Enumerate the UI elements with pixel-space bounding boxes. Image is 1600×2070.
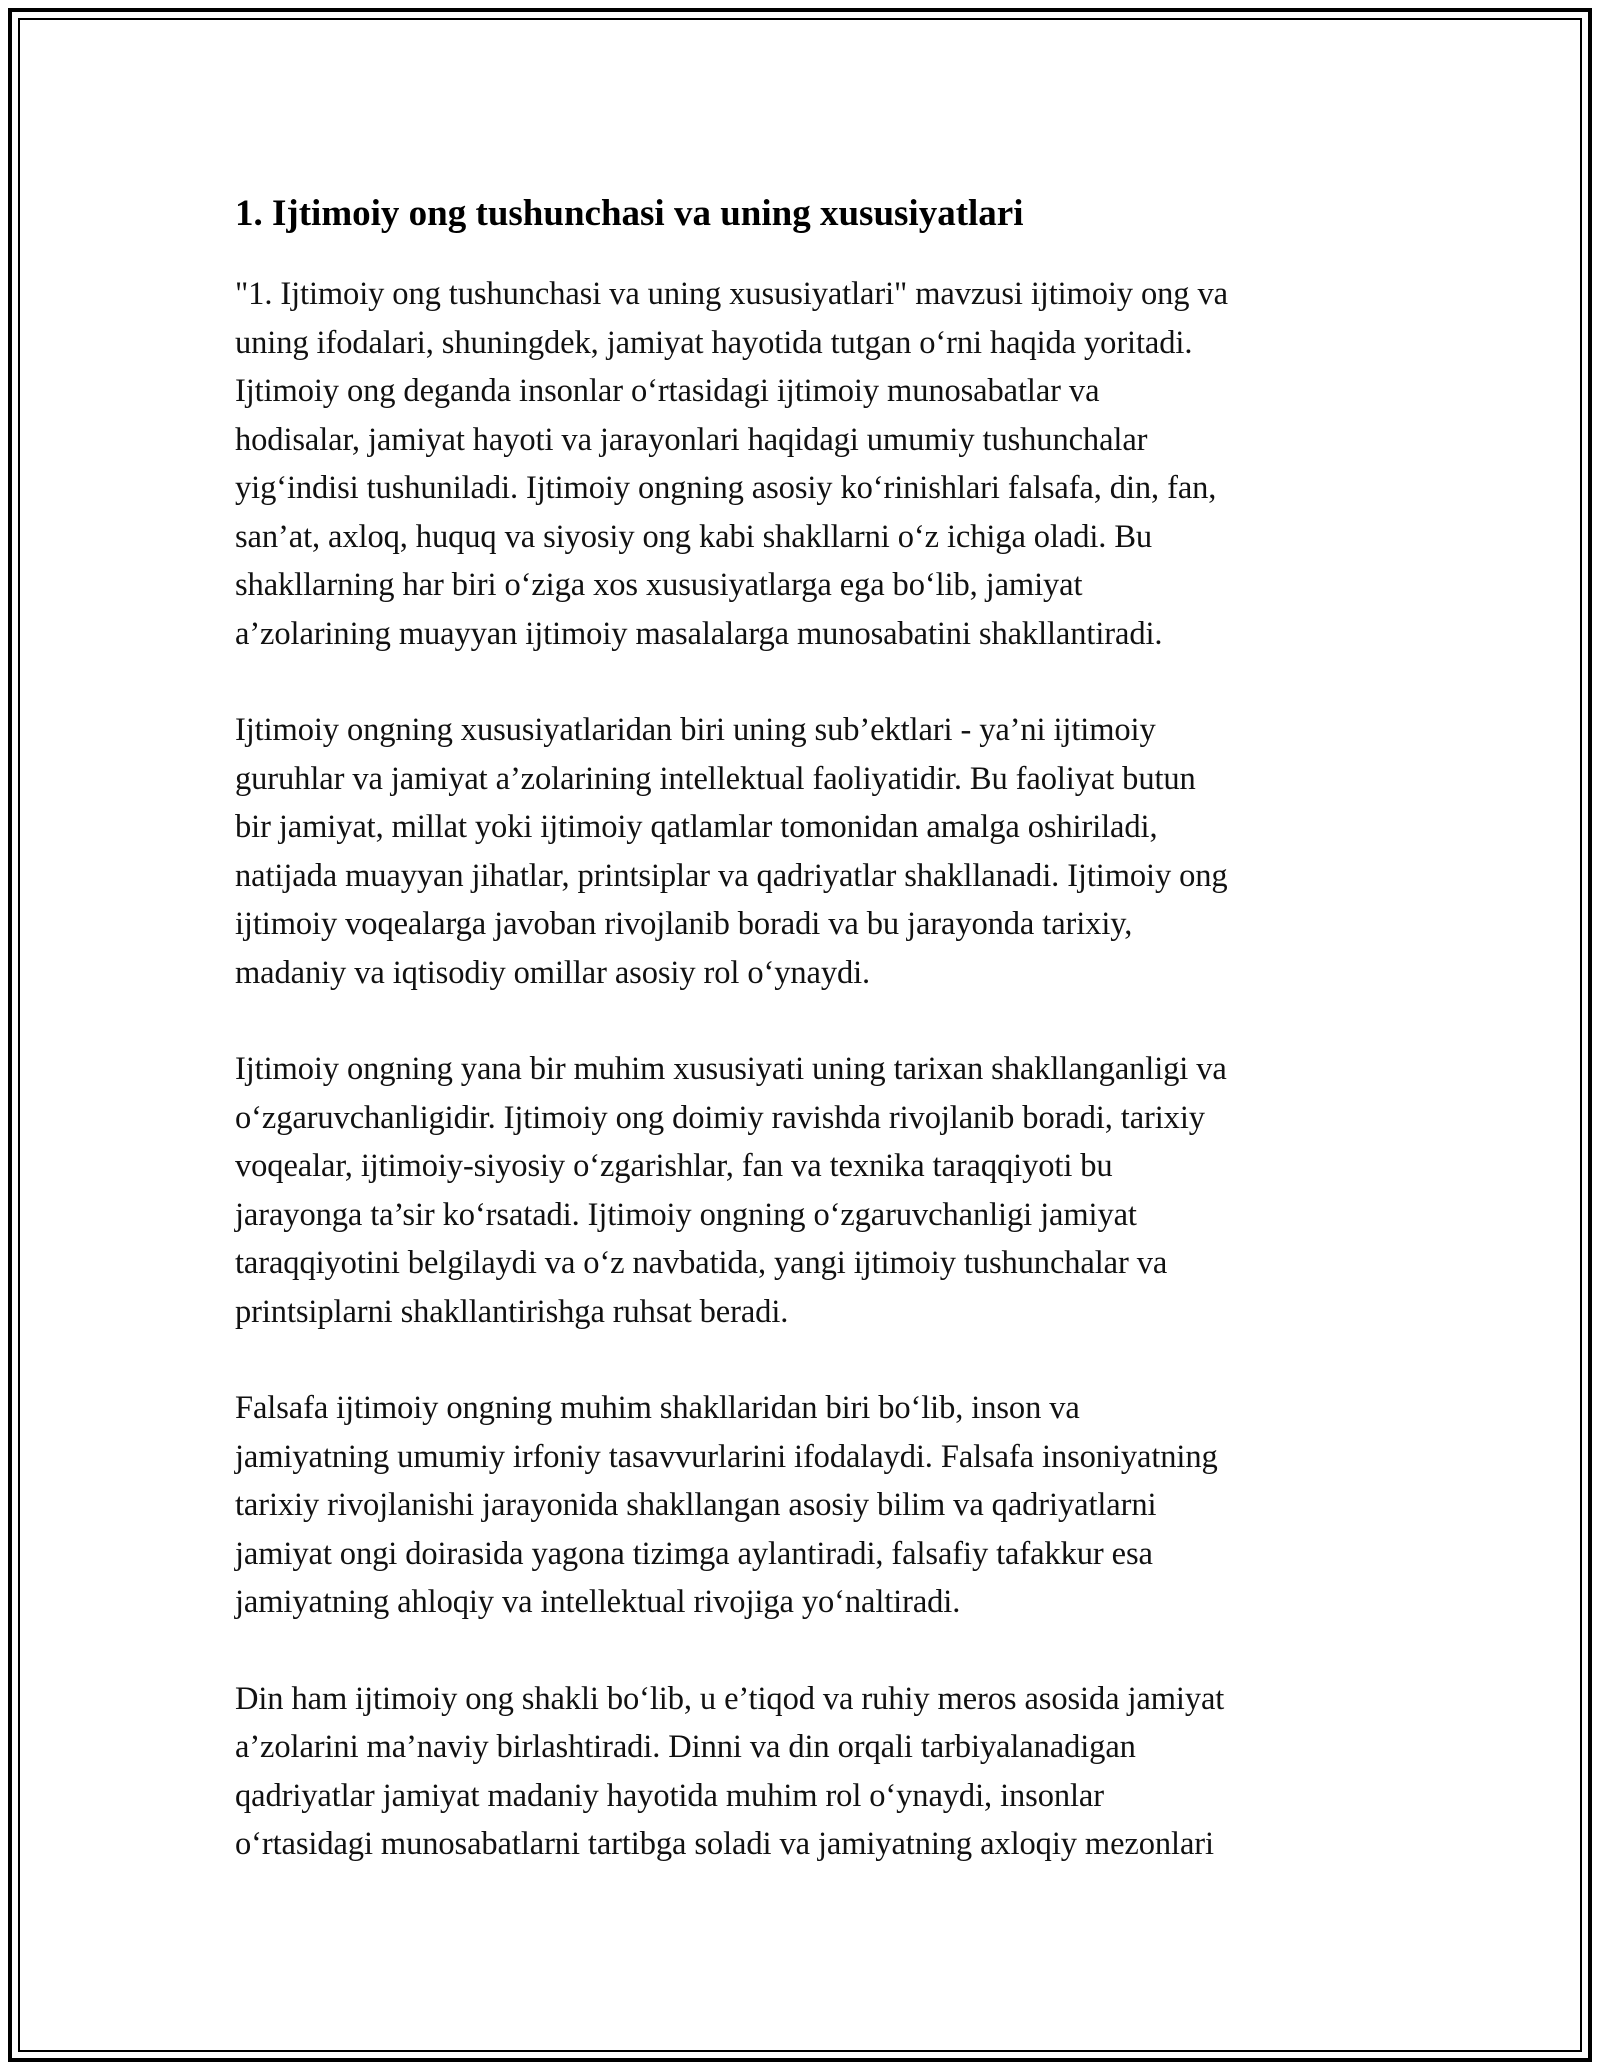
text-line: natijada muayyan jihatlar, printsiplar va qadriyatlar shakllanadi. Ijtimoiy ong <box>235 857 1228 894</box>
paragraph-5 <box>235 1675 1375 1869</box>
text-line: tarixiy rivojlanishi jarayonida shakllangan asosiy bilim va qadriyatlarni <box>235 1487 1157 1523</box>
text-line: hodisalar, jamiyat hayoti va jarayonlari haqidagi umumiy tushunchalar <box>235 421 1148 458</box>
text-line: san’at, axloq, huquq va siyosiy ong kabi shakllarni o‘z ichiga oladi. Bu <box>235 518 1153 555</box>
paragraph-3 <box>235 1045 1375 1336</box>
text-line: qadriyatlar jamiyat madaniy hayotida muhim rol o‘ynaydi, insonlar <box>235 1777 1104 1814</box>
section-title: 1. Ijtimoiy ong tushunchasi va uning xususiyatlari <box>235 193 1024 234</box>
text-line: yig‘indisi tushuniladi. Ijtimoiy ongning asosiy ko‘rinishlari falsafa, din, fan, <box>235 470 1217 506</box>
text-line: jamiyatning ahloqiy va intellektual rivojiga yo‘naltiradi. <box>235 1584 961 1620</box>
paragraph-4 <box>235 1384 1375 1627</box>
document-body <box>235 190 1375 1917</box>
text-line: madaniy va iqtisodiy omillar asosiy rol o‘ynaydi. <box>235 954 871 991</box>
text-line: jamiyat ongi doirasida yagona tizimga aylantiradi, falsafiy tafakkur esa <box>235 1535 1153 1572</box>
text-line: printsiplarni shakllantirishga ruhsat beradi. <box>235 1293 789 1330</box>
text-line: Din ham ijtimoiy ong shakli bo‘lib, u e’tiqod va ruhiy meros asosida jamiyat <box>235 1680 1225 1717</box>
text-line: uning ifodalari, shuningdek, jamiyat hayotida tutgan o‘rni haqida yoritadi. <box>235 324 1193 361</box>
text-line: o‘zgaruvchanligidir. Ijtimoiy ong doimiy ravishda rivojlanib boradi, tarixiy <box>235 1099 1205 1136</box>
text-line: ijtimoiy voqealarga javoban rivojlanib boradi va bu jarayonda tarixiy, <box>235 906 1133 942</box>
text-line: Ijtimoiy ong deganda insonlar o‘rtasidagi ijtimoiy munosabatlar va <box>235 373 1100 409</box>
text-line: shakllarning har biri o‘ziga xos xususiyatlarga ega bo‘lib, jamiyat <box>235 567 1083 603</box>
text-line: Falsafa ijtimoiy ongning muhim shakllaridan biri bo‘lib, inson va <box>235 1390 1080 1426</box>
text-line: "1. Ijtimoiy ong tushunchasi va uning xususiyatlari" mavzusi ijtimoiy ong va <box>235 276 1228 312</box>
paragraph-1 <box>235 270 1375 658</box>
text-line: a’zolarining muayyan ijtimoiy masalalarga munosabatini shakllantiradi. <box>235 615 1163 652</box>
text-line: a’zolarini ma’naviy birlashtiradi. Dinni va din orqali tarbiyalanadigan <box>235 1729 1136 1765</box>
text-line: jarayonga ta’sir ko‘rsatadi. Ijtimoiy ongning o‘zgaruvchanligi jamiyat <box>235 1196 1137 1233</box>
text-line: Ijtimoiy ongning yana bir muhim xususiyati uning tarixan shakllanganligi va <box>235 1051 1227 1087</box>
text-line: o‘rtasidagi munosabatlarni tartibga soladi va jamiyatning axloqiy mezonlari <box>235 1826 1214 1862</box>
text-line: jamiyatning umumiy irfoniy tasavvurlarini ifodalaydi. Falsafa insoniyatning <box>235 1438 1218 1475</box>
text-line: voqealar, ijtimoiy-siyosiy o‘zgarishlar, fan va texnika taraqqiyoti bu <box>235 1148 1113 1184</box>
paragraph-2 <box>235 706 1375 997</box>
text-line: Ijtimoiy ongning xususiyatlaridan biri uning sub’ektlari - ya’ni ijtimoiy <box>235 712 1156 748</box>
text-line: taraqqiyotini belgilaydi va o‘z navbatida, yangi ijtimoiy tushunchalar va <box>235 1245 1168 1281</box>
text-line: bir jamiyat, millat yoki ijtimoiy qatlamlar tomonidan amalga oshiriladi, <box>235 809 1158 845</box>
text-line: guruhlar va jamiyat a’zolarining intellektual faoliyatidir. Bu faoliyat butun <box>235 760 1196 797</box>
